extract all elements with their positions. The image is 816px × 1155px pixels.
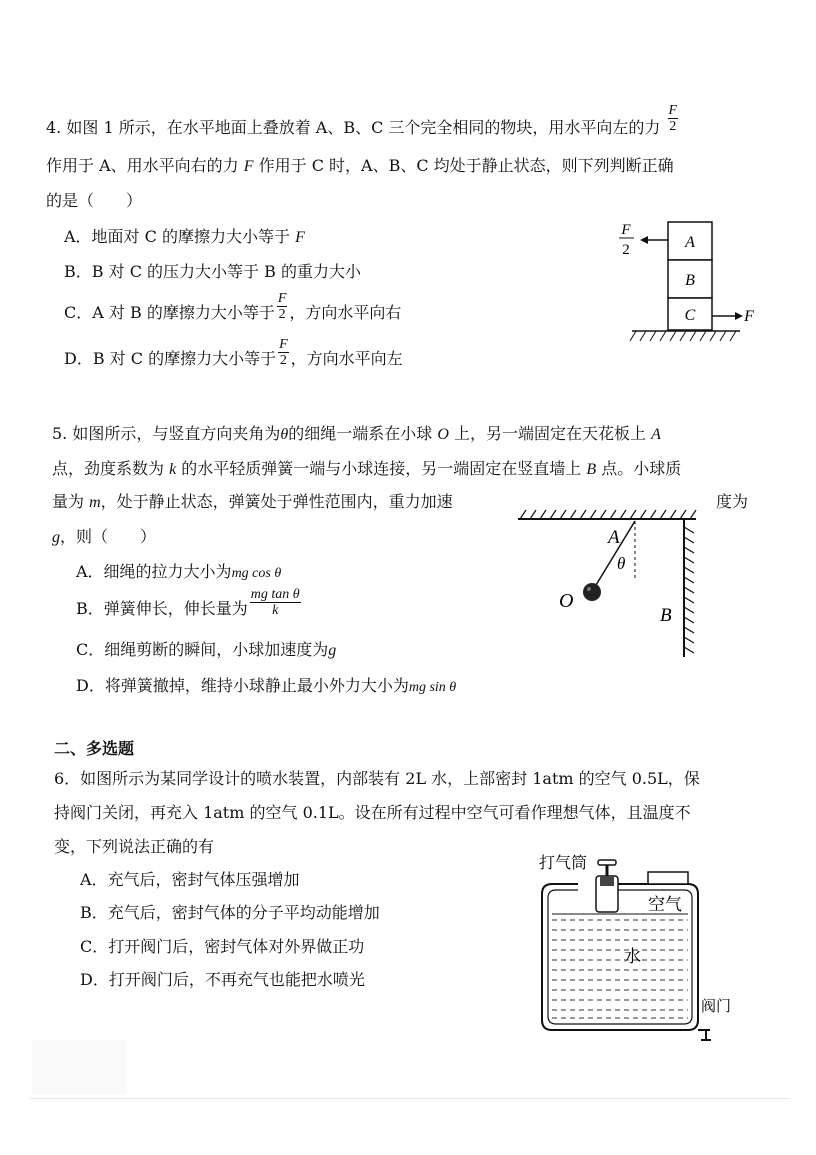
q6-option-b: B．充气后，密封气体的分子平均动能增加 [80,903,380,922]
q5-line2-b: 的水平轻质弹簧一端与小球连接，另一端固定在竖直墙上 [176,459,587,478]
valve-label: 阀门 [701,999,732,1015]
q4-stacked-blocks-figure [610,218,760,348]
ball [583,583,601,601]
ground-hatching [630,331,736,341]
q4-option-d-text: D．B 对 C 的摩擦力大小等于 [64,349,277,368]
q5-option-c [76,642,336,659]
q6-line2: 持阀门关闭，再充入 1atm 的空气 0.1L。设在所有过程中空气可看作理想气体，且温度不 [54,803,691,822]
ball-o-label: O [559,590,574,612]
pump-piston [600,876,614,886]
q5-line2 [52,461,681,478]
q5-option-d [76,678,456,695]
q5-line4 [52,529,156,546]
pump-label: 打气筒 [539,855,588,872]
q5-k: k [169,461,177,478]
page-bottom-divider [30,1098,790,1099]
q4-option-c-direction: ，方向水平向右 [289,303,402,322]
q6-line1: 6．如图所示为某同学设计的喷水装置，内部装有 2L 水，上部密封 1atm 的空气 0.5L，保 [54,769,700,788]
q5-line3-b: ，处于静止状态，弹簧处于弹性范围内，重力加速 [100,492,453,511]
force-right-arrowhead [735,312,743,320]
q5-line3 [52,494,453,511]
q5-line4-b: ，则（ ） [60,527,157,546]
q4-option-d [64,337,403,368]
q4-line2 [46,158,674,175]
q5-option-a [76,564,281,581]
q4-line2-c: 作用于 C 时，A、B、C 均处于静止状态，则下列判断正确 [253,156,674,175]
q5-o: O [437,426,449,443]
q4-line3: 的是（ ） [46,191,143,210]
q4-option-a-text: A．地面对 C 的摩擦力大小等于 [64,227,296,246]
q6-water-sprayer-figure [538,850,743,1050]
q5-option-b [76,587,303,618]
q6-option-a: A．充气后，密封气体压强增加 [80,870,300,889]
wall-hatching [684,527,694,653]
q4-line1 [46,103,680,137]
q4-fraction-f-over-2 [668,103,679,134]
force-left-arrowhead [640,236,648,244]
q4-option-c-text: C．A 对 B 的摩擦力大小等于 [64,303,275,322]
q6-option-c: C．打开阀门后，密封气体对外界做正功 [80,937,365,956]
q5-option-c-text: C．细绳剪断的瞬间，小球加速度为 [76,640,329,659]
force-left-denominator: 2 [622,242,630,258]
q5-line3-a: 量为 [52,492,90,511]
q5-line2-a: 点，劲度系数为 [52,459,170,478]
q6-line3: 变，下列说法正确的有 [54,837,215,856]
scan-artifact [32,1040,127,1095]
point-b-label: B [660,605,672,626]
q4-option-d-direction: ，方向水平向左 [290,349,403,368]
container-lid [648,872,688,884]
q5-line1-b: 的细绳一端系在小球 [288,424,438,443]
q5-ball-rope-spring-figure [512,505,712,665]
frac-numerator: F [279,337,288,352]
frac-denominator: 2 [669,119,677,134]
q4-line2-f: F [243,158,254,175]
ceiling-hatching [520,510,696,519]
q4-option-b: B．B 对 C 的压力大小等于 B 的重力大小 [64,262,361,281]
q5-option-d-text: D．将弹簧撤掉，维持小球静止最小外力大小为 [76,676,409,695]
q5-m: m [89,494,101,511]
q5-option-b-text: B．弹簧伸长，伸长量为 [76,599,248,618]
frac-numerator: F [277,291,287,306]
q6-option-d: D．打开阀门后，不再充气也能把水喷光 [80,970,365,989]
q5-option-a-expr: mg cos θ [231,566,282,581]
pump-handle [598,860,616,865]
q4-option-a [64,229,305,246]
frac-denominator: 2 [279,353,287,368]
q5-g: g [52,529,60,546]
air-label: 空气 [648,895,682,914]
q5-line1 [52,426,661,443]
frac-numerator: F [668,103,678,118]
point-a-label: A [608,527,620,548]
angle-theta-label: θ [617,554,626,573]
q5-theta: θ [280,426,289,443]
frac-denominator: 2 [278,307,286,322]
q5-line1-c: 上，另一端固定在天花板上 [448,424,652,443]
q5-a: A [651,426,661,443]
q4-option-a-f: F [295,229,305,246]
q5-line1-a: 5. 如图所示，与竖直方向夹角为 [52,424,281,443]
q5-line3-end: 度为 [716,492,749,511]
q4-option-c-fraction [277,291,288,322]
block-a-label: A [685,234,695,251]
q5-b: B [586,461,597,478]
frac-numerator: mg tan θ [250,587,300,602]
q5-option-b-fraction [250,587,301,618]
water-label: 水 [624,947,641,966]
block-b-label: B [685,272,695,289]
section-heading-multiple-choice: 二、多选题 [54,739,135,758]
force-right-label: F [744,308,754,325]
q4-line1-text: 4. 如图 1 所示，在水平地面上叠放着 A、B、C 三个完全相同的物块，用水平向左的力 [46,118,661,137]
force-left-numerator: F [621,222,631,238]
q5-option-c-g: g [328,642,337,659]
q4-option-d-fraction [278,337,289,368]
frac-denominator: k [272,603,279,618]
ball-highlight [587,587,591,591]
block-c-label: C [684,307,696,324]
water-dashes [552,920,688,1018]
q5-option-a-text: A．细绳的拉力大小为 [76,562,232,581]
q5-line2-c: 点。小球质 [596,459,682,478]
q4-line2-a: 作用于 A、用水平向右的力 [46,156,244,175]
q5-option-d-expr: mg sin θ [408,680,457,695]
q4-option-c [64,291,402,322]
